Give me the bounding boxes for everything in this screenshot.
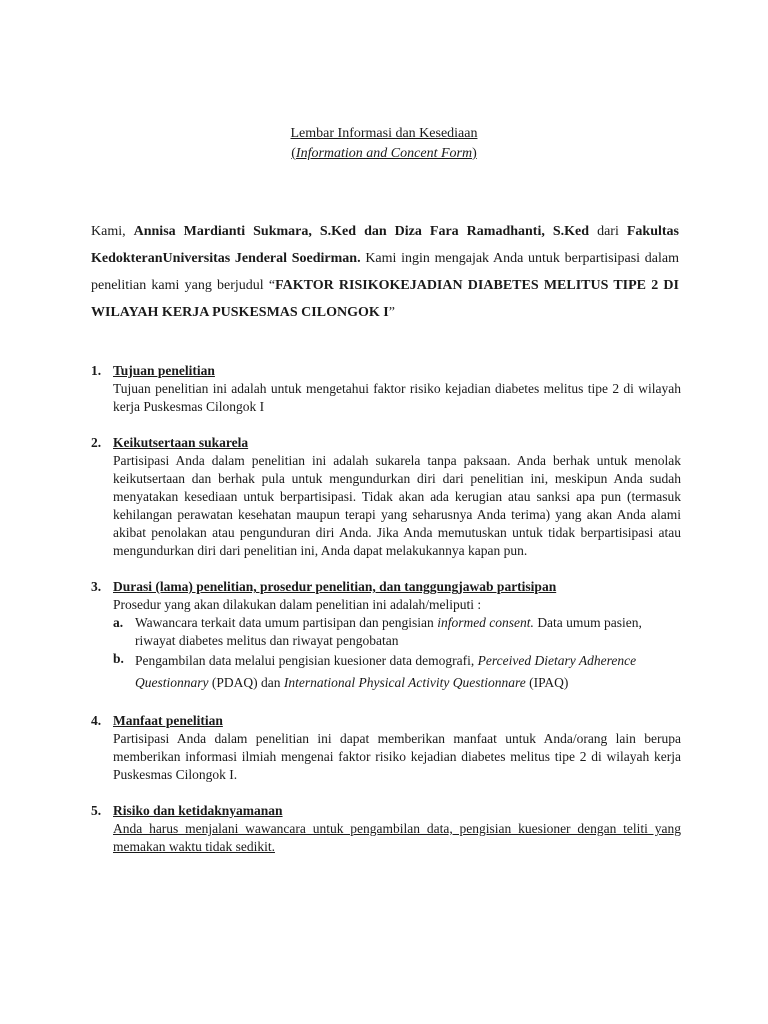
item-label: a. <box>113 615 124 630</box>
section-number: 2. <box>91 435 102 450</box>
study-title: FAKTOR RISIKOKEJADIAN DIABETES MELITUS TIPE 2 DI WILAYAH KERJA PUSKESMAS CILONGOK I <box>91 278 679 320</box>
section-voluntary <box>91 434 681 560</box>
title-line-2: (Information and Concent Form) <box>291 146 477 161</box>
procedure-item-b <box>113 650 681 694</box>
institution-name: Fakultas KedokteranUniversitas Jenderal Soedirman. <box>91 224 679 266</box>
section-body: Anda harus menjalani wawancara untuk pengambilan data, pengisian kuesioner dengan teliti yang memakan waktu tidak sedikit. <box>113 821 681 854</box>
section-heading: Durasi (lama) penelitian, prosedur penelitian, dan tanggungjawab partisipan <box>113 579 557 594</box>
section-heading: Risiko dan ketidaknyamanan <box>113 803 283 818</box>
document-title <box>0 124 768 164</box>
section-heading: Manfaat penelitian <box>113 713 223 728</box>
section-number: 4. <box>91 713 102 728</box>
section-heading: Keikutsertaan sukarela <box>113 435 249 450</box>
section-number: 5. <box>91 803 102 818</box>
item-label: b. <box>113 651 124 666</box>
section-purpose <box>91 362 681 416</box>
author-names: Annisa Mardianti Sukmara, S.Ked dan Diza Fara Ramadhanti, S.Ked <box>133 224 590 239</box>
sections-list <box>91 362 681 874</box>
section-number: 1. <box>91 363 102 378</box>
section-body: Partisipasi Anda dalam penelitian ini adalah sukarela tanpa paksaan. Anda berhak untuk menolak keikutsertaan dan berhak pula untuk mengundurkan diri dari penelitian ini, meskipun Anda sudah menyatakan kesediaan untuk berpartisipasi. Tidak akan ada kerugian atau sanksi apa pun (termasuk kehilangan perawatan kesehatan maupun terapi yang seharusnya Anda terima) yang akan Anda alami akibat penolakan atau pengunduran diri Anda. Jika Anda memutuskan untuk tidak berpartisipasi atau mengundurkan diri dari penelitian ini, Anda dapat melakukannya kapan pun. <box>113 453 681 558</box>
section-risks <box>91 802 681 856</box>
section-body: Tujuan penelitian ini adalah untuk mengetahui faktor risiko kejadian diabetes melitus tipe 2 di wilayah kerja Puskesmas Cilongok I <box>113 381 681 414</box>
intro-paragraph: Kami, Annisa Mardianti Sukmara, S.Ked dan Diza Fara Ramadhanti, S.Ked dari Fakultas KedokteranUniversitas Jenderal Soedirman. Kami ingin mengajak Anda untuk berpartisipasi dalam penelitian kami yang berjudul “FAKTOR RISIKOKEJADIAN DIABETES MELITUS TIPE 2 DI WILAYAH KERJA PUSKESMAS CILONGOK I” <box>91 224 679 320</box>
section-benefits <box>91 712 681 784</box>
item-text: Wawancara terkait data umum partisipan dan pengisian informed consent. Data umum pasien, riwayat diabetes melitus dan riwayat pengobatan <box>135 615 642 648</box>
section-procedure <box>91 578 681 694</box>
item-text: Pengambilan data melalui pengisian kuesioner data demografi, Perceived Dietary Adherence Questionnary (PDAQ) dan International Physical Activity Questionnare (IPAQ) <box>135 653 637 690</box>
title-line-1: Lembar Informasi dan Kesediaan <box>290 126 478 141</box>
section-heading: Tujuan penelitian <box>113 363 215 378</box>
section-body: Prosedur yang akan dilakukan dalam penelitian ini adalah/meliputi : <box>113 597 482 612</box>
section-number: 3. <box>91 579 102 594</box>
procedure-item-a <box>113 614 681 650</box>
section-body: Partisipasi Anda dalam penelitian ini dapat memberikan manfaat untuk Anda/orang lain berupa memberikan informasi ilmiah mengenai faktor risiko kejadian diabetes melitus tipe 2 di wilayah kerja Puskesmas Cilongok I. <box>113 731 681 782</box>
